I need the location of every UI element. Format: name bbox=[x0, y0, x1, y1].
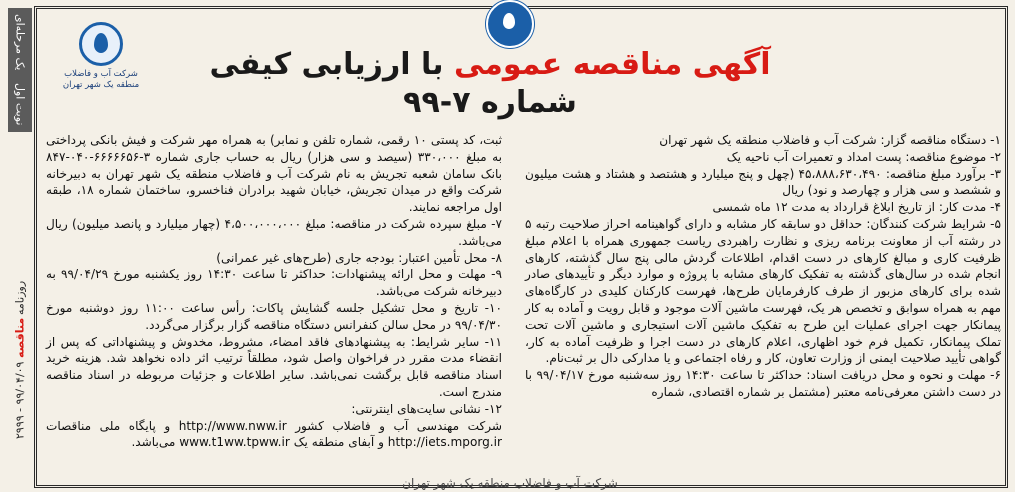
title-red: آگهی مناقصه عمومی bbox=[453, 47, 771, 82]
round-tag bbox=[8, 8, 32, 132]
footer-company-name: شرکت آب و فاضلاب منطقه یک شهر تهران bbox=[402, 476, 618, 490]
clause: ۱- دستگاه مناقصه گزار: شرکت آب و فاضلاب منطقه یک شهر تهران bbox=[659, 133, 1001, 147]
clause: ۴- مدت کار: از تاریخ ابلاغ قرارداد به مدت ۱۲ ماه شمسی bbox=[712, 200, 1001, 215]
company-logo bbox=[46, 22, 156, 102]
stage-label: یک مرحله‌ای bbox=[13, 14, 27, 71]
right-column bbox=[525, 132, 1001, 401]
clause: ثبت، کد پستی ۱۰ رقمی، شماره تلفن و نمابر) به همراه مهر شرکت و فیش بانکی پرداختی به مبلغ ۳۳۰،۰۰۰ (سیصد و سی هزار) ریال به حساب جاری شماره ۳-۶۶۶۶۶۵۶-۰۴۰-۸۴۷ بانک سامان شعبه تجریش به نام شرکت آب و فاضلاب منطقه یک شهر تهران به دبیرخانه شرکت واقع در میدان تجریش، خیابان شهید برادران فناخسرو، ساختمان شماره ۱۸، طبقه اول مراجعه نمایند. bbox=[46, 133, 502, 215]
round-label: نوبت اول bbox=[13, 83, 27, 126]
clause: ۷- مبلغ سپرده شرکت در مناقصه: مبلغ ۴،۵۰۰،۰۰۰،۰۰۰ (چهار میلیارد و پانصد میلیون) ریال می‌باشد. bbox=[46, 216, 503, 248]
title-black: با ارزیابی کیفی شماره ۷-۹۹ bbox=[209, 47, 577, 120]
clause: ۸- محل تأمین اعتبار: بودجه جاری (طرح‌های غیر عمرانی) bbox=[216, 250, 502, 265]
left-column bbox=[46, 132, 502, 451]
clause: ۱۱- سایر شرایط: به پیشنهادهای فاقد امضاء، مشروط، مخدوش و پیشنهاداتی که پس از انقضاء مدت مقرر در فراخوان واصل شود، مطلقاً ترتیب اثر داده نخواهد شد. هزینه خرید اسناد مناقصه قابل برگشت نمی‌باشد. سایر اطلاعات و جزئیات مربوطه در اسناد مناقصه مندرج است. bbox=[46, 334, 502, 399]
websites-text: شرکت مهندسی آب و فاضلاب کشور http://www.nww.ir و پایگاه ملی مناقصات http://iets.mporg.ir و آبفای منطقه یک www.t1ww.tpww.ir می‌باشد. bbox=[46, 418, 503, 450]
clause: ۹- مهلت و محل ارائه پیشنهادات: حداکثر تا ساعت ۱۴:۳۰ روز یکشنبه مورخ ۹۹/۰۴/۲۹ به دبیرخانه شرکت می‌باشد. bbox=[46, 267, 502, 299]
newspaper-date-strip bbox=[8, 236, 32, 484]
water-drop-icon bbox=[486, 0, 534, 48]
newspaper-brand: مناقصه bbox=[13, 318, 27, 359]
ad-title bbox=[160, 46, 820, 122]
newspaper-date: ۹۹/۰۴/۰۹ - ۲۹۹۹ bbox=[13, 361, 27, 440]
water-company-logo-icon bbox=[79, 22, 123, 66]
clause: ۶- مهلت و نحوه و محل دریافت اسناد: حداکثر تا ساعت ۱۴:۳۰ روز سه‌شنبه مورخ ۹۹/۰۴/۱۷ با در دست داشتن معرفی‌نامه معتبر (مشتمل بر شماره اقتصادی، شماره bbox=[525, 368, 1001, 399]
newspaper-label: روزنامه bbox=[13, 280, 27, 315]
clause: ۱۰- تاریخ و محل تشکیل جلسه گشایش پاکات: رأس ساعت ۱۱:۰۰ روز دوشنبه مورخ ۹۹/۰۴/۳۰ در محل سالن کنفرانس دستگاه مناقصه گزار برگزار می‌گردد. bbox=[46, 300, 502, 332]
clause: ۳- برآورد مبلغ مناقصه: ۴۵،۸۸۸،۶۳۰،۴۹۰ (چهل و پنج میلیارد و هشتصد و هشتاد و هشت میلیون و ششصد و سی هزار و چهارصد و نود) ریال bbox=[525, 166, 1001, 198]
logo-org-name: شرکت آب و فاضلاب منطقه یک شهر تهران bbox=[62, 69, 140, 90]
clause: ۱۲- نشانی سایت‌های اینترنتی: bbox=[351, 401, 502, 416]
clause: ۵- شرایط شرکت کنندگان: حداقل دو سابقه کار مشابه و دارای گواهینامه احراز صلاحیت رتبه ۵ در رشته آب از معاونت برنامه ریزی و نظارت راهبردی ریاست جمهوری همراه با اعلام مبلغ ظرفیت کاری و مبالغ کارهای در دست اقدام، اطلاعات گردش مالی پنج سال گذشته، کارهای انجام شده در سال‌های گذشته به تفکیک کارهای مشابه با پروژه و موارد دیگر و تأییدهای صادر شده برای کارهای مزبور از طرف کارفرمایان طرح‌ها، فهرست کارکنان کلیدی در کارگاه‌های مهم به همراه سوابق و تخصص هر یک، فهرست ماشین آلات موجود و قابل رویت و آماده به کار پیمانکار جهت اجرای عملیات این طرح به تفکیک ماشین آلات استیجاری و ماشین آلات تحت تملک پیمانکار، تکمیل فرم خود اظهاری، اعلام کارهای در دست اجرا و ظرفیت آماده به کار، گواهی تأیید صلاحیت ایمنی از وزارت تعاون، کار و رفاه اجتماعی و یا مدارکی دال بر ثبت‌نام. bbox=[525, 216, 1001, 366]
clause: ۲- موضوع مناقصه: پست امداد و تعمیرات آب ناحیه یک bbox=[726, 149, 1001, 164]
